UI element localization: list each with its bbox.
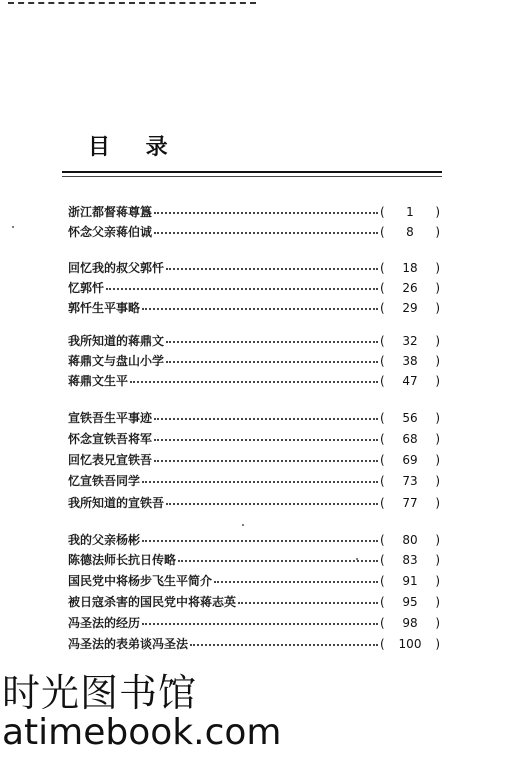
toc-entry[interactable] [68, 300, 440, 317]
paren-close: ) [435, 616, 440, 630]
paren-close: ) [435, 281, 440, 295]
paren-close: ) [435, 595, 440, 609]
toc-entry[interactable] [68, 280, 440, 297]
toc-page-ref [380, 532, 440, 549]
dot-leader [106, 288, 378, 290]
toc-page-ref [380, 636, 440, 653]
toc-page-number: 8 [406, 225, 414, 239]
toc-page-number: 91 [402, 574, 418, 588]
toc-entry[interactable] [68, 333, 440, 350]
paren-open: ( [380, 281, 385, 295]
paren-close: ) [435, 225, 440, 239]
watermark-line-2: atimebook.com [2, 712, 282, 753]
dot-leader [154, 418, 378, 420]
paren-open: ( [380, 533, 385, 547]
paren-open: ( [380, 334, 385, 348]
toc-page-ref [380, 333, 440, 350]
dot-leader [178, 560, 378, 562]
toc-entry-title: 陈德法师长抗日传略 [68, 553, 177, 567]
toc-entry-title: 回忆表兄宣铁吾 [68, 453, 153, 467]
dot-leader [238, 602, 378, 604]
toc-page-ref [380, 410, 440, 427]
toc-page-number: 29 [402, 301, 418, 315]
paren-close: ) [435, 496, 440, 510]
toc-page-number: 100 [398, 637, 422, 651]
toc-page-number: 69 [402, 453, 418, 467]
dot-leader [154, 460, 378, 462]
toc-entry-title: 怀念宣铁吾将军 [68, 432, 153, 446]
toc-entry[interactable] [68, 204, 440, 221]
paren-open: ( [380, 225, 385, 239]
paren-close: ) [435, 637, 440, 651]
toc-entry[interactable] [68, 473, 440, 490]
toc-page-number: 68 [402, 432, 418, 446]
paren-close: ) [435, 474, 440, 488]
dot-leader [166, 503, 378, 505]
dot-leader [166, 268, 378, 270]
toc-page-number: 32 [402, 334, 418, 348]
paren-close: ) [435, 432, 440, 446]
watermark-line-1: 时光图书馆 [2, 671, 198, 715]
paren-open: ( [380, 205, 385, 219]
toc-page-ref [380, 615, 440, 632]
paren-open: ( [380, 374, 385, 388]
toc-entry-title: 我的父亲杨彬 [68, 533, 141, 547]
toc-entry-title: 蒋鼎文与盘山小学 [68, 354, 165, 368]
paren-open: ( [380, 616, 385, 630]
paren-close: ) [435, 553, 440, 567]
paren-open: ( [380, 411, 385, 425]
toc-entry[interactable] [68, 452, 440, 469]
toc-entry-title: 怀念父亲蒋伯诚 [68, 225, 153, 239]
toc-entry-title: 蒋鼎文生平 [68, 374, 129, 388]
toc-page-number: 1 [406, 205, 414, 219]
toc-page-ref [380, 573, 440, 590]
dot-leader [142, 540, 378, 542]
toc-page-number: 56 [402, 411, 418, 425]
toc-page-ref [380, 260, 440, 277]
dot-leader [166, 341, 378, 343]
toc-entry-title: 国民党中将杨步飞生平简介 [68, 574, 213, 588]
toc-entry[interactable] [68, 431, 440, 448]
toc-entry-title: 宣铁吾生平事迹 [68, 411, 153, 425]
toc-page-ref [380, 431, 440, 448]
paren-close: ) [435, 354, 440, 368]
dot-leader [214, 581, 378, 583]
toc-entry[interactable] [68, 552, 440, 569]
toc-page-ref [380, 204, 440, 221]
scan-speck [356, 558, 358, 560]
paren-open: ( [380, 496, 385, 510]
paren-open: ( [380, 574, 385, 588]
paren-close: ) [435, 574, 440, 588]
toc-entry[interactable] [68, 594, 440, 611]
dot-leader [190, 644, 378, 646]
paren-close: ) [435, 533, 440, 547]
toc-page-ref [380, 594, 440, 611]
paren-close: ) [435, 453, 440, 467]
page-title: 目 录 [88, 134, 182, 160]
toc-entry-title: 冯圣法的表弟谈冯圣法 [68, 637, 189, 651]
scan-speck [12, 226, 14, 228]
toc-entry-title: 忆宣铁吾同学 [68, 474, 141, 488]
toc-entry[interactable] [68, 573, 440, 590]
paren-open: ( [380, 595, 385, 609]
toc-page-number: 77 [402, 496, 418, 510]
paren-open: ( [380, 432, 385, 446]
scan-speck [242, 524, 244, 526]
paren-open: ( [380, 474, 385, 488]
paren-close: ) [435, 301, 440, 315]
dot-leader [142, 623, 378, 625]
toc-page-number: 26 [402, 281, 418, 295]
toc-entry[interactable] [68, 615, 440, 632]
toc-page-ref [380, 452, 440, 469]
paren-open: ( [380, 553, 385, 567]
paren-close: ) [435, 411, 440, 425]
toc-entry[interactable] [68, 636, 440, 653]
toc-page-number: 47 [402, 374, 418, 388]
toc-page-number: 73 [402, 474, 418, 488]
paren-open: ( [380, 453, 385, 467]
toc-page-ref [380, 300, 440, 317]
toc-entry[interactable] [68, 532, 440, 549]
toc-page-ref [380, 280, 440, 297]
toc-entry[interactable] [68, 224, 440, 241]
paren-close: ) [435, 205, 440, 219]
toc-page-number: 83 [402, 553, 418, 567]
toc-entry-title: 浙江都督蒋尊簋 [68, 205, 153, 219]
toc-entry[interactable] [68, 260, 440, 277]
toc-entry-title: 我所知道的宣铁吾 [68, 496, 165, 510]
toc-entry-title: 郭忏生平事略 [68, 301, 141, 315]
toc-entry[interactable] [68, 410, 440, 427]
toc-entry-title: 我所知道的蒋鼎文 [68, 334, 165, 348]
paren-close: ) [435, 334, 440, 348]
toc-page-ref [380, 552, 440, 569]
toc-page-number: 18 [402, 261, 418, 275]
paren-open: ( [380, 261, 385, 275]
toc-entry[interactable] [68, 373, 440, 390]
dot-leader [154, 232, 378, 234]
toc-page-ref [380, 495, 440, 512]
dot-leader [154, 212, 378, 214]
paren-open: ( [380, 637, 385, 651]
toc-page-ref [380, 373, 440, 390]
dot-leader [142, 308, 378, 310]
dot-leader [130, 381, 378, 383]
dot-leader [154, 439, 378, 441]
paren-close: ) [435, 261, 440, 275]
toc-page-ref [380, 224, 440, 241]
toc-page-number: 80 [402, 533, 418, 547]
paren-close: ) [435, 374, 440, 388]
toc-entry-title: 回忆我的叔父郭忏 [68, 261, 165, 275]
toc-page-number: 95 [402, 595, 418, 609]
paren-open: ( [380, 301, 385, 315]
toc-page-number: 38 [402, 354, 418, 368]
toc-entry-title: 冯圣法的经历 [68, 616, 141, 630]
toc-entry[interactable] [68, 353, 440, 370]
toc-entry-title: 忆郭忏 [68, 281, 105, 295]
toc-page-ref [380, 353, 440, 370]
toc-entry-title: 被日寇杀害的国民党中将蒋志英 [68, 595, 237, 609]
toc-entry[interactable] [68, 495, 440, 512]
dot-leader [142, 481, 378, 483]
toc-page-number: 98 [402, 616, 418, 630]
paren-open: ( [380, 354, 385, 368]
toc-page-ref [380, 473, 440, 490]
dot-leader [166, 361, 378, 363]
